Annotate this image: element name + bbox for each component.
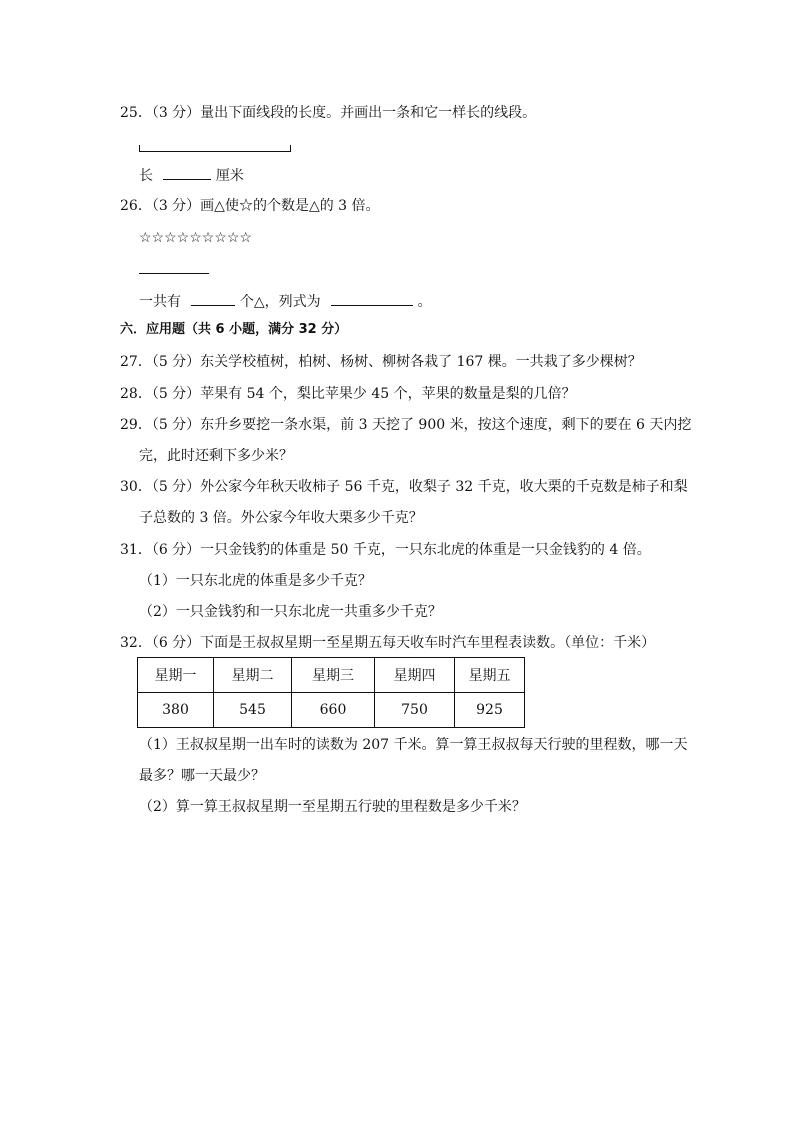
- length-unit: 厘米: [215, 168, 244, 184]
- question-28-text: 28．（5 分）苹果有 54 个，梨比苹果少 45 个，苹果的数量是梨的几倍？: [120, 386, 576, 402]
- triangle-drawing-line[interactable]: [139, 273, 209, 274]
- table-value-cell: 925: [455, 693, 525, 728]
- table-value-cell: 545: [214, 693, 292, 728]
- line-segment-figure: [139, 145, 291, 152]
- question-31-text: 31．（6 分）一只金钱豹的体重是 50 千克，一只东北虎的体重是一只金钱豹的 4 倍。: [120, 542, 651, 558]
- length-blank[interactable]: [163, 165, 211, 180]
- total-prefix: 一共有: [139, 294, 181, 310]
- total-end: 。: [417, 294, 432, 310]
- question-32-sub1-line2: 最多？哪一天最少？: [139, 768, 265, 784]
- table-header-cell: 星期三: [292, 658, 375, 693]
- question-32-sub2: （2）算一算王叔叔星期一至星期五行驶的里程数是多少千米？: [139, 799, 526, 815]
- formula-blank[interactable]: [331, 291, 413, 306]
- total-mid: 个△，列式为: [239, 294, 321, 310]
- table-value-row: [138, 693, 525, 728]
- question-25-answer: [139, 165, 244, 185]
- table-header-cell: 星期五: [455, 658, 525, 693]
- question-30-line2: 子总数的 3 倍。外公家今年收大栗多少千克？: [139, 510, 423, 526]
- length-prefix: 长: [139, 168, 153, 184]
- question-27-text: 27．（5 分）东关学校植树，柏树、杨树、柳树各栽了 167 棵。一共栽了多少棵树？: [120, 354, 642, 370]
- table-header-cell: 星期一: [138, 658, 214, 693]
- table-header-cell: 星期二: [214, 658, 292, 693]
- count-blank[interactable]: [191, 291, 235, 306]
- question-25-text: 25．（3 分）量出下面线段的长度。并画出一条和它一样长的线段。: [120, 105, 537, 121]
- table-header-row: [138, 658, 525, 693]
- section-6-heading: 六．应用题（共 6 小题，满分 32 分）: [120, 322, 348, 337]
- table-value-cell: 660: [292, 693, 375, 728]
- question-31-sub1: （1）一只东北虎的体重是多少千克？: [139, 573, 372, 589]
- question-26-text: 26．（3 分）画△使☆的个数是△的 3 倍。: [120, 198, 380, 214]
- table-value-cell: 750: [375, 693, 455, 728]
- question-30-line1: 30．（5 分）外公家今年秋天收柿子 56 千克，收梨子 32 千克，收大栗的千克数是柿子和梨: [120, 479, 688, 495]
- mileage-table: [137, 657, 525, 728]
- question-32-text: 32．（6 分）下面是王叔叔星期一至星期五每天收车时汽车里程表读数。（单位：千米）: [120, 635, 656, 651]
- table-value-cell: 380: [138, 693, 214, 728]
- table-header-cell: 星期四: [375, 658, 455, 693]
- question-26-answer: [139, 291, 432, 311]
- stars-row: ☆☆☆☆☆☆☆☆☆: [139, 230, 252, 246]
- question-29-line1: 29．（5 分）东升乡要挖一条水渠，前 3 天挖了 900 米，按这个速度，剩下的要在 6 天内挖: [120, 417, 692, 433]
- question-29-line2: 完，此时还剩下多少米？: [139, 448, 293, 464]
- question-32-sub1-line1: （1）王叔叔星期一出车时的读数为 207 千米。算一算王叔叔每天行驶的里程数，哪一天: [139, 737, 688, 753]
- question-31-sub2: （2）一只金钱豹和一只东北虎一共重多少千克？: [139, 604, 442, 620]
